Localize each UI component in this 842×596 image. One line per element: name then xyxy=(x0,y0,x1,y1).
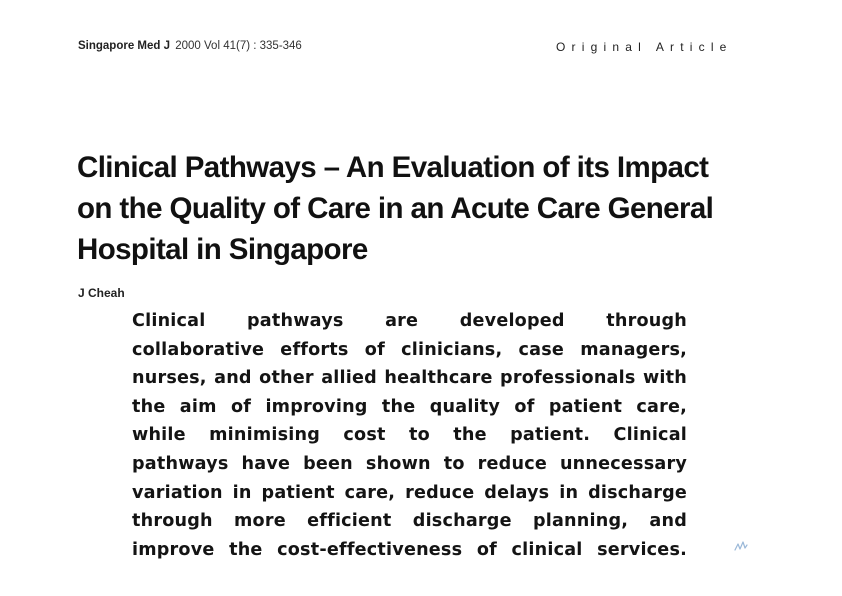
abstract-line: pathways have been shown to reduce unnecessary xyxy=(132,453,687,474)
scribble-mark-icon xyxy=(734,540,748,552)
article-author: J Cheah xyxy=(78,286,125,300)
journal-name: Singapore Med J xyxy=(78,40,171,52)
abstract-line: Clinical pathways are developed through xyxy=(132,311,687,331)
abstract-line: through more efficient discharge planning, and xyxy=(132,511,687,532)
abstract-line: while minimising cost to the patient. Clinical xyxy=(132,425,687,446)
journal-citation: 2000 Vol 41(7) : 335-346 xyxy=(175,40,302,52)
abstract-block xyxy=(132,307,687,564)
abstract-line: variation in patient care, reduce delays in discharge xyxy=(132,482,687,503)
article-section-label: Original Article xyxy=(556,40,733,54)
article-title: Clinical Pathways – An Evaluation of its Impact on the Quality of Care in an Acute Care General Hospital in Singapore xyxy=(77,151,714,266)
abstract-line: the aim of improving the quality of patient care, xyxy=(132,396,687,417)
abstract-line: collaborative efforts of clinicians, case managers, xyxy=(132,339,687,360)
running-head xyxy=(78,40,302,52)
abstract-line: improve the cost-effectiveness of clinical services. xyxy=(132,539,687,560)
abstract-line: nurses, and other allied healthcare professionals with xyxy=(132,368,687,389)
